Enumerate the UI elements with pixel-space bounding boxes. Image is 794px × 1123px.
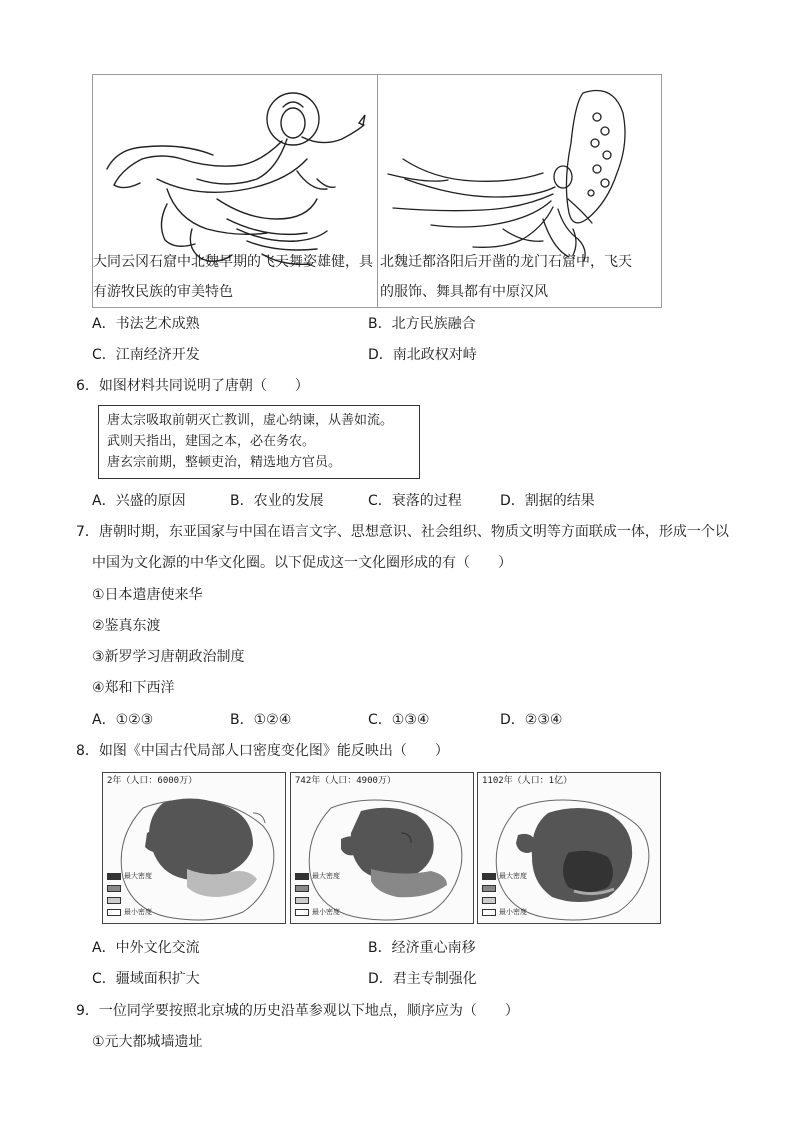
- map-legend: [295, 869, 340, 917]
- map-header: 1102年（人口：1亿）: [482, 776, 573, 786]
- legend-max-label: 最大密度: [499, 872, 527, 880]
- longmen-caption-line2: 的服饰、舞具都有中原汉风: [380, 284, 548, 300]
- q6-material-box: [98, 405, 420, 479]
- legend-min-label: 最小密度: [124, 908, 152, 916]
- legend-max-label: 最大密度: [124, 872, 152, 880]
- q7-item-2: ②鉴真东渡: [92, 618, 161, 634]
- flying-apsaras-figure-table: [92, 74, 662, 308]
- q8-stem: 8．如图《中国古代局部人口密度变化图》能反映出（ ）: [76, 743, 449, 759]
- population-density-map-2ad: [102, 772, 286, 924]
- q7-item-3: ③新罗学习唐朝政治制度: [92, 649, 245, 665]
- q7-stem-line1: 7．唐朝时期，东亚国家与中国在语言文字、思想意识、社会组织、物质文明等方面联成一体，形成一个以: [76, 524, 729, 540]
- q7-option-d[interactable]: D．②③④: [500, 712, 563, 728]
- q6-option-d[interactable]: D．割据的结果: [500, 493, 595, 509]
- table-divider: [377, 75, 378, 307]
- q5-option-c[interactable]: C．江南经济开发: [92, 347, 200, 363]
- q6-box-line: 武则天指出，建国之本，必在务农。: [107, 434, 316, 449]
- q9-stem: 9．一位同学要按照北京城的历史沿革参观以下地点，顺序应为（ ）: [76, 1003, 519, 1019]
- legend-min-label: 最小密度: [499, 908, 527, 916]
- legend-min-label: 最小密度: [312, 908, 340, 916]
- yungang-caption-line2: 有游牧民族的审美特色: [93, 284, 233, 300]
- q6-stem: 6．如图材料共同说明了唐朝（ ）: [76, 378, 309, 394]
- population-density-map-1102ad: [477, 772, 661, 924]
- q5-option-d[interactable]: D．南北政权对峙: [368, 347, 477, 363]
- q7-option-b[interactable]: B．①②④: [230, 712, 292, 728]
- yungang-caption-line1: 大同云冈石窟中北魏早期的飞天舞姿雄健，具: [93, 254, 373, 270]
- q6-option-c[interactable]: C．衰落的过程: [368, 493, 462, 509]
- map-header: 2年（人口：6000万）: [107, 776, 198, 786]
- q8-option-c[interactable]: C．疆域面积扩大: [92, 971, 200, 987]
- longmen-caption-line1: 北魏迁都洛阳后开凿的龙门石窟中，飞天: [380, 254, 632, 270]
- map-legend: [482, 869, 527, 917]
- population-density-map-742ad: [290, 772, 474, 924]
- q6-option-a[interactable]: A．兴盛的原因: [92, 493, 186, 509]
- q7-stem-line2: 中国为文化源的中华文化圈。以下促成这一文化圈形成的有（ ）: [92, 555, 512, 571]
- q5-option-a[interactable]: A．书法艺术成熟: [92, 316, 200, 332]
- q7-item-4: ④郑和下西洋: [92, 680, 175, 696]
- q8-option-b[interactable]: B．经济重心南移: [368, 940, 476, 956]
- q6-box-line: 唐玄宗前期，整顿吏治，精选地方官员。: [107, 455, 342, 470]
- q8-option-d[interactable]: D．君主专制强化: [368, 971, 477, 987]
- map-header: 742年（人口：4900万）: [295, 776, 396, 786]
- legend-max-label: 最大密度: [312, 872, 340, 880]
- q9-item-1: ①元大都城墙遗址: [92, 1034, 203, 1050]
- q7-option-c[interactable]: C．①③④: [368, 712, 430, 728]
- q8-option-a[interactable]: A．中外文化交流: [92, 940, 200, 956]
- q6-option-b[interactable]: B．农业的发展: [230, 493, 324, 509]
- map-legend: [107, 869, 152, 917]
- q6-box-line: 唐太宗吸取前朝灭亡教训，虚心纳谏，从善如流。: [107, 413, 394, 428]
- q7-option-a[interactable]: A．①②③: [92, 712, 154, 728]
- q5-option-b[interactable]: B．北方民族融合: [368, 316, 476, 332]
- q7-item-1: ①日本遣唐使来华: [92, 587, 203, 603]
